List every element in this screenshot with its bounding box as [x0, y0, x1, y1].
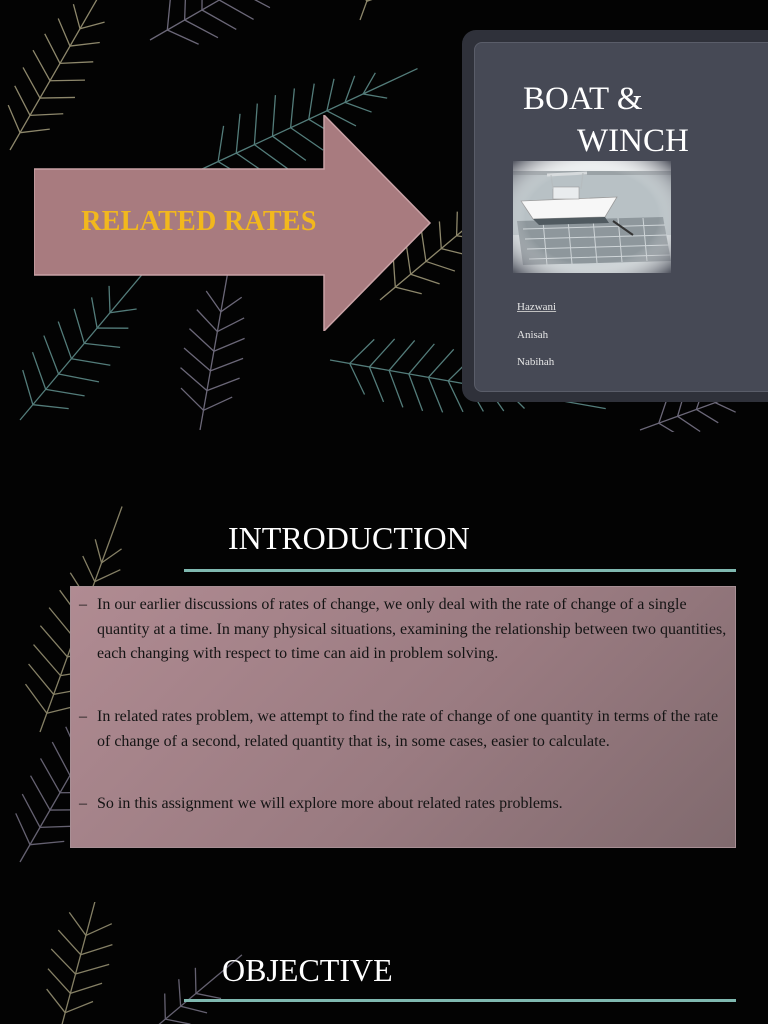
author-name: Hazwani	[517, 301, 557, 313]
objective-slide	[0, 902, 768, 1024]
bullet-item	[77, 705, 727, 754]
introduction-content-box	[70, 586, 736, 848]
title-panel-inner	[474, 42, 768, 392]
bullet-item	[77, 792, 727, 817]
dash-bullet-icon: –	[79, 795, 87, 812]
title-panel	[462, 30, 768, 402]
author-name: Nabihah	[517, 356, 555, 368]
boat-photo	[513, 161, 671, 273]
heading-underline	[184, 999, 736, 1002]
bullet-text: In our earlier discussions of rates of change, we only deal with the rate of change of a single quantity at a time. In many physical situations, examining the relationship between two quantities, each changing with respect to time can aid in problem solving.	[97, 596, 727, 662]
introduction-heading: INTRODUCTION	[228, 520, 470, 556]
arrow-label: RELATED RATES	[81, 206, 317, 237]
bullet-item	[77, 593, 727, 667]
bullet-text: So in this assignment we will explore more about related rates problems.	[97, 795, 563, 812]
introduction-slide	[0, 432, 768, 902]
dash-bullet-icon: –	[79, 708, 87, 725]
heading-underline	[184, 569, 736, 572]
title-line-2: WINCH	[577, 123, 689, 159]
author-name: Anisah	[517, 329, 549, 341]
bullet-text: In related rates problem, we attempt to find the rate of change of one quantity in terms of the rate of change of a second, related quantity that is, in some cases, easier to calculate.	[97, 708, 719, 750]
dash-bullet-icon: –	[79, 596, 87, 613]
title-line-1: BOAT &	[523, 81, 643, 117]
title-slide	[0, 0, 768, 432]
objective-heading: OBJECTIVE	[222, 952, 393, 988]
